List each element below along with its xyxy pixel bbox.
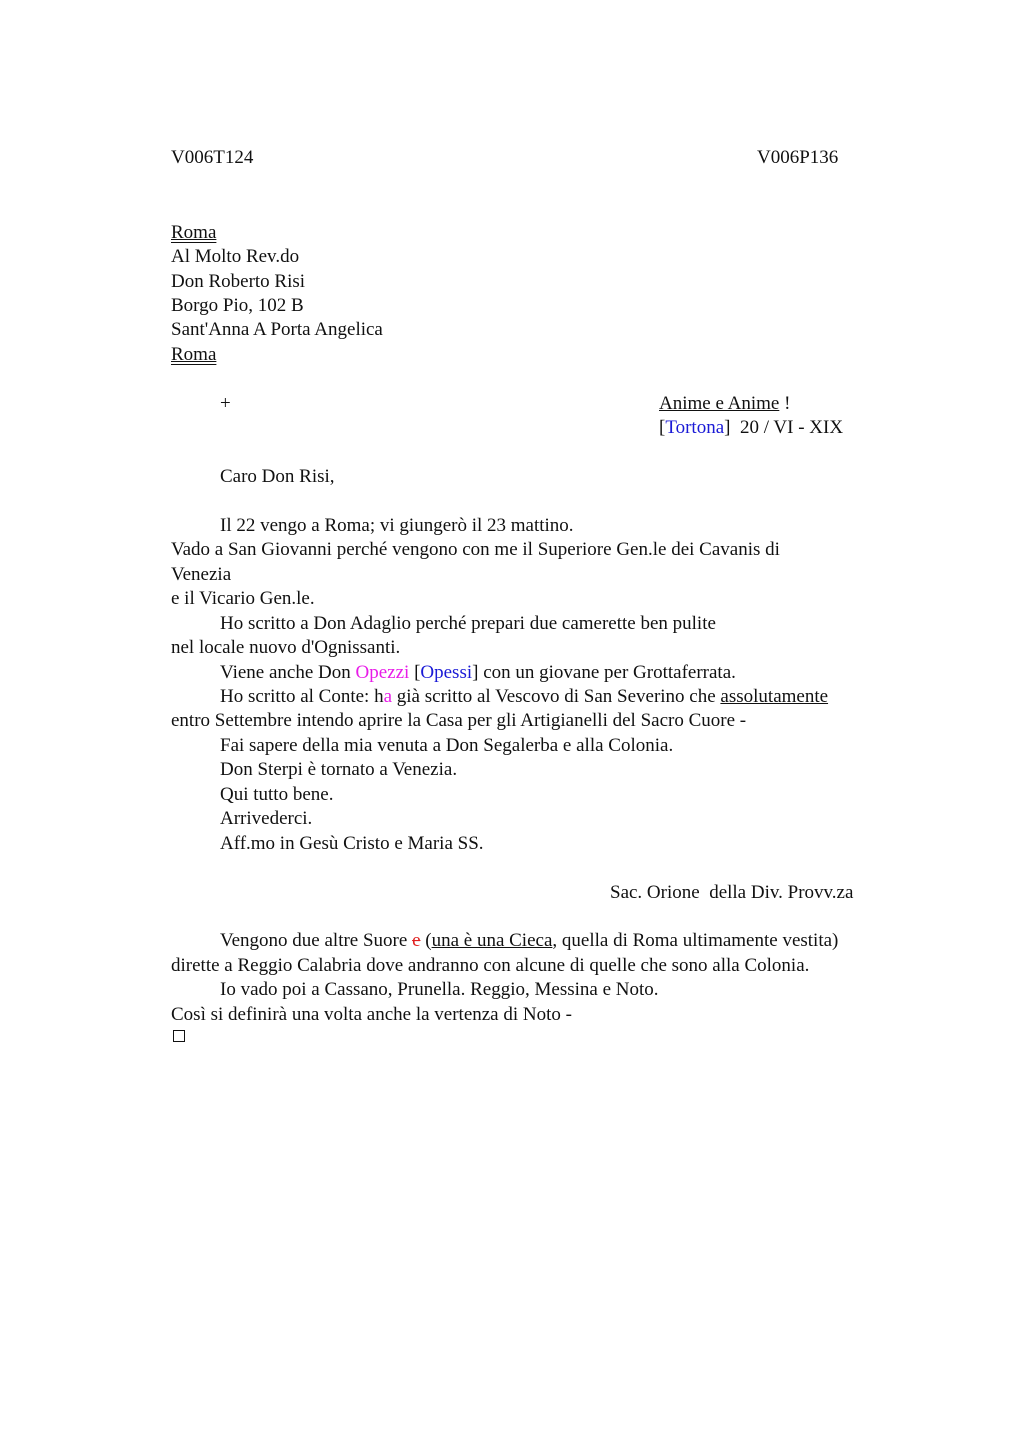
text-span: ( bbox=[420, 930, 432, 951]
underlined-word: assolutamente bbox=[720, 686, 829, 707]
postscript-line: Io vado poi a Cassano, Prunella. Reggio, Messina e Noto. bbox=[220, 979, 659, 1000]
text-span: Viene anche Don bbox=[220, 662, 356, 683]
motto: Anime e Anime bbox=[659, 393, 780, 414]
text-span: ] con un giovane per Grottaferrata. bbox=[472, 662, 736, 683]
text-span: già scritto al Vescovo di San Severino che bbox=[392, 686, 721, 707]
letter-date: 20 / VI - XIX bbox=[730, 417, 844, 438]
body-line: entro Settembre intendo aprire la Casa per gli Artigianelli del Sacro Cuore - bbox=[171, 710, 747, 731]
postscript-line: dirette a Reggio Calabria dove andranno con alcune di quelle che sono alla Colonia. bbox=[171, 955, 810, 976]
postscript-line bbox=[220, 929, 838, 953]
body-line: Venezia bbox=[171, 564, 232, 585]
address-line: Don Roberto Risi bbox=[171, 271, 306, 292]
place-bracket-open: [ bbox=[659, 417, 666, 438]
body-line: nel locale nuovo d'Ognissanti. bbox=[171, 637, 401, 658]
address-line: Sant'Anna A Porta Angelica bbox=[171, 319, 383, 340]
body-line: Qui tutto bene. bbox=[220, 784, 334, 805]
end-marker-square-icon bbox=[173, 1030, 185, 1042]
original-reading: Opezzi bbox=[355, 662, 410, 683]
body-line: Arrivederci. bbox=[220, 808, 313, 829]
body-line: Ho scritto a Don Adaglio perché prepari due camerette ben pulite bbox=[220, 613, 716, 634]
body-line: Fai sapere della mia venuta a Don Segalerba e alla Colonia. bbox=[220, 735, 674, 756]
text-span: Ho scritto al Conte: h bbox=[220, 686, 384, 707]
motto-line bbox=[659, 392, 790, 416]
inserted-letter: a bbox=[383, 686, 393, 707]
document-code-right: V006P136 bbox=[757, 147, 839, 168]
body-line: Don Sterpi è tornato a Venezia. bbox=[220, 759, 458, 780]
address-line: Borgo Pio, 102 B bbox=[171, 295, 304, 316]
place-bracket-close: ] bbox=[724, 417, 731, 438]
address-city-top: Roma bbox=[171, 222, 217, 243]
body-line: Vado a San Giovanni perché vengono con me il Superiore Gen.le dei Cavanis di bbox=[171, 539, 780, 560]
address-city-bottom: Roma bbox=[171, 344, 217, 365]
address-line: Al Molto Rev.do bbox=[171, 246, 300, 267]
body-line-opessi bbox=[220, 661, 736, 685]
text-span: , quella di Roma ultimamente vestita) bbox=[552, 930, 839, 951]
deleted-text: e bbox=[412, 930, 421, 951]
underlined-phrase: una è una Cieca bbox=[431, 930, 553, 951]
body-line: e il Vicario Gen.le. bbox=[171, 588, 315, 609]
postscript-line: Così si definirà una volta anche la vertenza di Noto - bbox=[171, 1004, 572, 1025]
place-name: Tortona bbox=[665, 417, 725, 438]
motto-suffix: ! bbox=[779, 393, 791, 414]
salutation: Caro Don Risi, bbox=[220, 466, 335, 487]
closing: Aff.mo in Gesù Cristo e Maria SS. bbox=[220, 833, 484, 854]
text-span: [ bbox=[409, 662, 421, 683]
cross-symbol: + bbox=[220, 393, 231, 414]
place-date-line bbox=[659, 416, 843, 440]
body-line: Il 22 vengo a Roma; vi giungerò il 23 mattino. bbox=[220, 515, 574, 536]
signature: Sac. Orione della Div. Provv.za bbox=[610, 882, 854, 903]
text-span: Vengono due altre Suore bbox=[220, 930, 413, 951]
body-line-conte bbox=[220, 685, 828, 709]
editorial-correction: Opessi bbox=[420, 662, 473, 683]
document-code-left: V006T124 bbox=[171, 147, 254, 168]
